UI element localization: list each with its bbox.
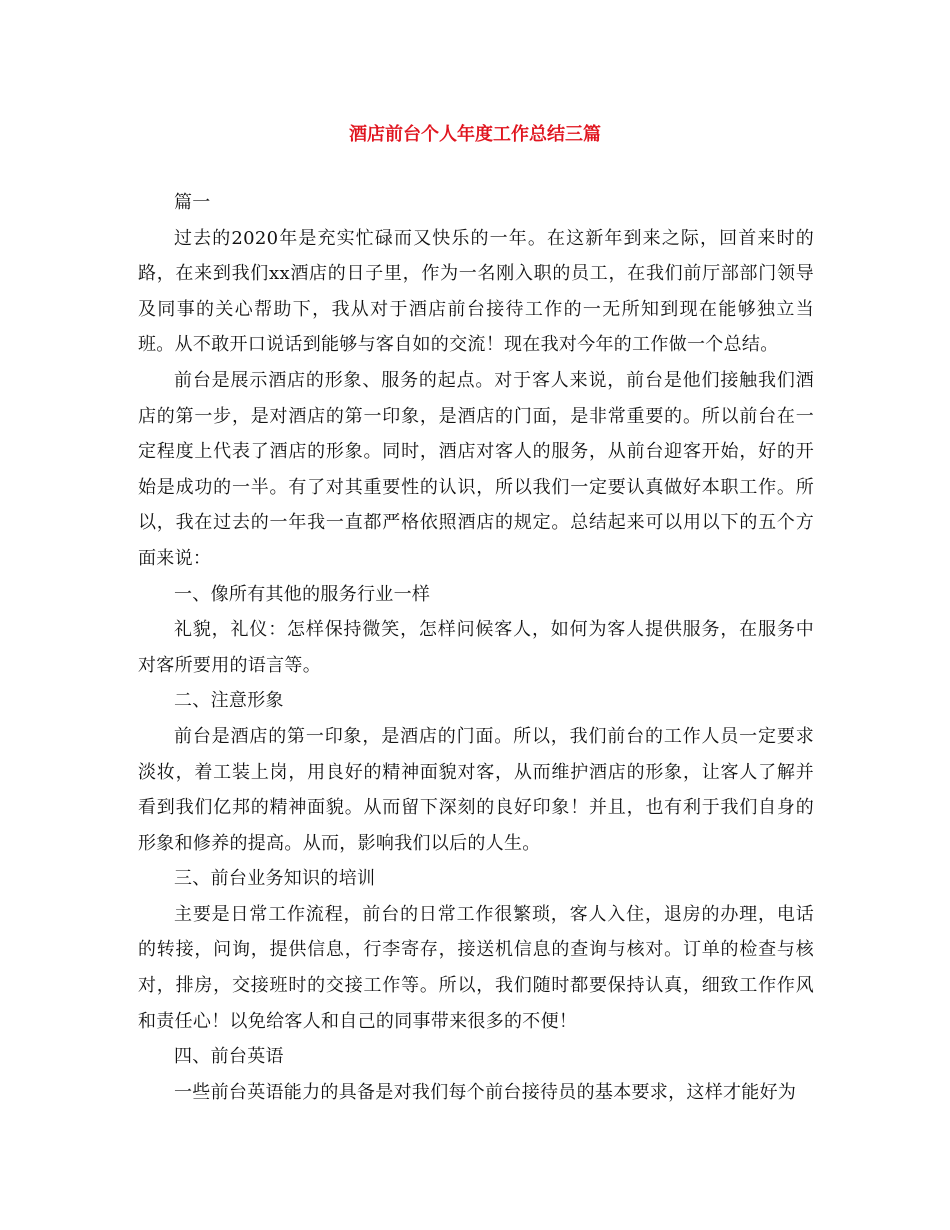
document-body [138,185,814,1110]
section-heading: 一、像所有其他的服务行业一样 [174,583,431,605]
section-heading: 四、前台英语 [174,1046,284,1068]
body-paragraph: 前台是展示酒店的形象、服务的起点。对于客人来说，前台是他们接触我们酒店的第一步，是对酒店的第一印象，是酒店的门面，是非常重要的。所以前台在一定程度上代表了酒店的形象。同时，酒店对客人的服务，从前台迎客开始，好的开始是成功的一半。有了对其重要性的认识，所以我们一定要认真做好本职工作。所以，我在过去的一年我一直都严格依照酒店的规定。总结起来可以用以下的五个方面来说： [138,369,814,569]
section-heading: 二、注意形象 [174,690,284,712]
body-paragraph: 过去的2020年是充实忙碌而又快乐的一年。在这新年到来之际，回首来时的路，在来到我们xx酒店的日子里，作为一名刚入职的员工，在我们前厅部部门领导及同事的关心帮助下，我从对于酒店前台接待工作的一无所知到现在能够独立当班。从不敢开口说话到能够与客自如的交流！现在我对今年的工作做一个总结。 [138,227,814,356]
body-paragraph: 礼貌，礼仪：怎样保持微笑，怎样问候客人，如何为客人提供服务，在服务中对客所要用的语言等。 [138,619,814,676]
section-heading: 篇一 [174,192,211,213]
section-heading: 三、前台业务知识的培训 [174,868,376,890]
body-paragraph: 主要是日常工作流程，前台的日常工作很繁琐，客人入住，退房的办理，电话的转接，问询，提供信息，行李寄存，接送机信息的查询与核对。订单的检查与核对，排房，交接班时的交接工作等。所以，我们随时都要保持认真，细致工作作风和责任心！以免给客人和自己的同事带来很多的不便！ [138,903,814,1032]
document-title: 酒店前台个人年度工作总结三篇 [349,124,601,145]
body-paragraph: 一些前台英语能力的具备是对我们每个前台接待员的基本要求，这样才能好为 [174,1081,797,1103]
body-paragraph: 前台是酒店的第一印象，是酒店的门面。所以，我们前台的工作人员一定要求淡妆，着工装上岗，用良好的精神面貌对客，从而维护酒店的形象，让客人了解并看到我们亿邦的精神面貌。从而留下深刻的良好印象！并且，也有利于我们自身的形象和修养的提高。从而，影响我们以后的人生。 [138,725,814,854]
